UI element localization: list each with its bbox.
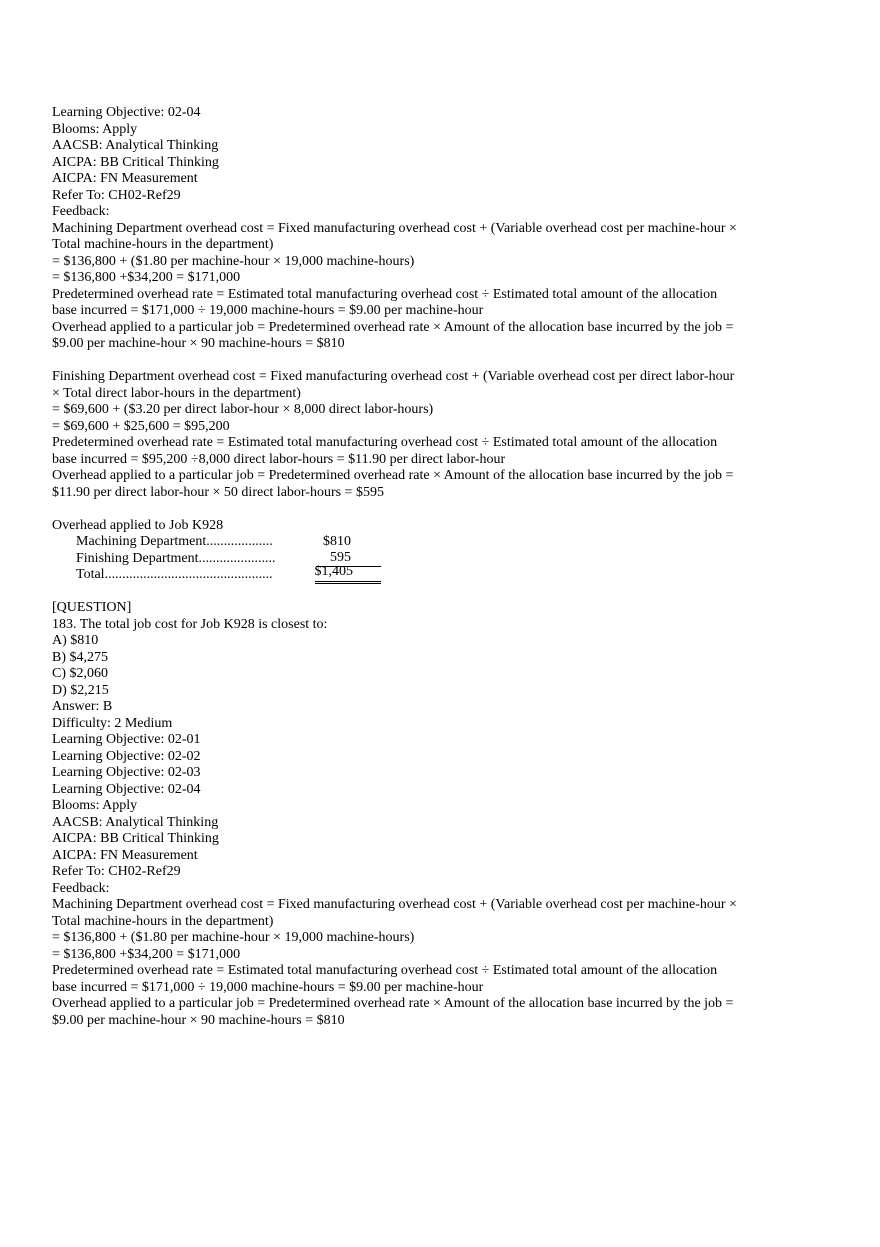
row-amount: 595 <box>330 549 351 565</box>
calc-line: Overhead applied to a particular job = Predetermined overhead rate × Amount of the allocation base incurred by the job = <box>52 468 734 483</box>
meta-line: AICPA: FN Measurement <box>52 847 198 863</box>
meta-line: Blooms: Apply <box>52 121 138 137</box>
calc-line: $9.00 per machine-hour × 90 machine-hours = $810 <box>52 336 345 351</box>
calc-line: Overhead applied to a particular job = Predetermined overhead rate × Amount of the allocation base incurred by the job = <box>52 319 734 335</box>
calc-line: = $136,800 +$34,200 = $171,000 <box>52 946 241 962</box>
meta-line: AACSB: Analytical Thinking <box>52 138 219 153</box>
answer-option: D) $2,215 <box>52 682 109 698</box>
meta-line: Blooms: Apply <box>52 798 138 813</box>
calc-line: = $136,800 +$34,200 = $171,000 <box>52 270 241 285</box>
table-row <box>76 534 772 551</box>
overhead-summary <box>52 518 772 584</box>
question-stem: 183. The total job cost for Job K928 is closest to: <box>52 616 328 632</box>
meta-line: Learning Objective: 02-01 <box>52 732 201 747</box>
table-row <box>76 551 772 568</box>
calc-line: base incurred = $95,200 ÷8,000 direct labor-hours = $11.90 per direct labor-hour <box>52 451 506 467</box>
row-label: Machining Department................... <box>76 534 273 549</box>
calc-line: base incurred = $171,000 ÷ 19,000 machine-hours = $9.00 per machine-hour <box>52 979 484 995</box>
table-row <box>76 564 772 584</box>
question-tag: [QUESTION] <box>52 600 132 615</box>
calc-line: $9.00 per machine-hour × 90 machine-hours = $810 <box>52 1012 345 1028</box>
meta-line: Learning Objective: 02-03 <box>52 765 201 780</box>
calc-line: Overhead applied to a particular job = Predetermined overhead rate × Amount of the allocation base incurred by the job = <box>52 996 734 1011</box>
row-label: Finishing Department...................... <box>76 550 276 566</box>
answer-key: Answer: B <box>52 699 113 714</box>
answer-option: B) $4,275 <box>52 649 108 665</box>
calc-line: = $136,800 + ($1.80 per machine-hour × 19,000 machine-hours) <box>52 253 415 269</box>
amount-wrap <box>285 564 381 584</box>
document-page <box>52 105 772 1029</box>
calc-line: Total machine-hours in the department) <box>52 237 274 252</box>
calc-line: × Total direct labor-hours in the department) <box>52 385 301 401</box>
feedback-label: Feedback: <box>52 204 110 219</box>
row-amount: $1,405 <box>315 564 382 584</box>
meta-line: Refer To: CH02-Ref29 <box>52 187 181 203</box>
calc-line: Predetermined overhead rate = Estimated total manufacturing overhead cost ÷ Estimated total amount of the allocation <box>52 286 718 302</box>
meta-line: AICPA: BB Critical Thinking <box>52 154 219 170</box>
feedback-label: Feedback: <box>52 880 110 896</box>
calc-line: = $69,600 + ($3.20 per direct labor-hour × 8,000 direct labor-hours) <box>52 402 434 417</box>
spacer <box>52 353 772 370</box>
calc-line: Total machine-hours in the department) <box>52 913 274 929</box>
row-label: Total................................................ <box>76 567 273 582</box>
meta-line: Refer To: CH02-Ref29 <box>52 864 181 879</box>
spacer <box>52 584 772 601</box>
amount-wrap <box>285 534 381 551</box>
calc-line: $11.90 per direct labor-hour × 50 direct labor-hours = $595 <box>52 484 384 500</box>
calc-line: Predetermined overhead rate = Estimated total manufacturing overhead cost ÷ Estimated total amount of the allocation <box>52 963 718 978</box>
spacer <box>52 501 772 518</box>
meta-line: AACSB: Analytical Thinking <box>52 814 219 830</box>
calc-line: = $69,600 + $25,600 = $95,200 <box>52 418 230 434</box>
meta-line: AICPA: FN Measurement <box>52 171 198 186</box>
block1-meta <box>52 105 772 221</box>
meta-line: Learning Objective: 02-04 <box>52 105 201 120</box>
calc-line: Machining Department overhead cost = Fixed manufacturing overhead cost + (Variable overhead cost per machine-hour × <box>52 897 737 912</box>
calc-line: base incurred = $171,000 ÷ 19,000 machine-hours = $9.00 per machine-hour <box>52 303 484 318</box>
answer-option: A) $810 <box>52 633 99 648</box>
machining-calculation <box>52 221 772 353</box>
calc-line: Predetermined overhead rate = Estimated total manufacturing overhead cost ÷ Estimated total amount of the allocation <box>52 435 718 450</box>
meta-line: Learning Objective: 02-02 <box>52 748 201 764</box>
row-amount: $810 <box>323 534 351 549</box>
finishing-calculation <box>52 369 772 501</box>
meta-line: AICPA: BB Critical Thinking <box>52 831 219 846</box>
calc-line: = $136,800 + ($1.80 per machine-hour × 19,000 machine-hours) <box>52 930 415 945</box>
answer-option: C) $2,060 <box>52 666 108 681</box>
summary-table <box>76 534 772 584</box>
calc-line: Machining Department overhead cost = Fixed manufacturing overhead cost + (Variable overhead cost per machine-hour × <box>52 220 737 236</box>
calc-line: Finishing Department overhead cost = Fixed manufacturing overhead cost + (Variable overhead cost per direct labor-hour <box>52 369 735 384</box>
difficulty: Difficulty: 2 Medium <box>52 715 173 731</box>
question-block <box>52 600 772 1029</box>
summary-title: Overhead applied to Job K928 <box>52 517 224 533</box>
meta-line: Learning Objective: 02-04 <box>52 781 201 797</box>
